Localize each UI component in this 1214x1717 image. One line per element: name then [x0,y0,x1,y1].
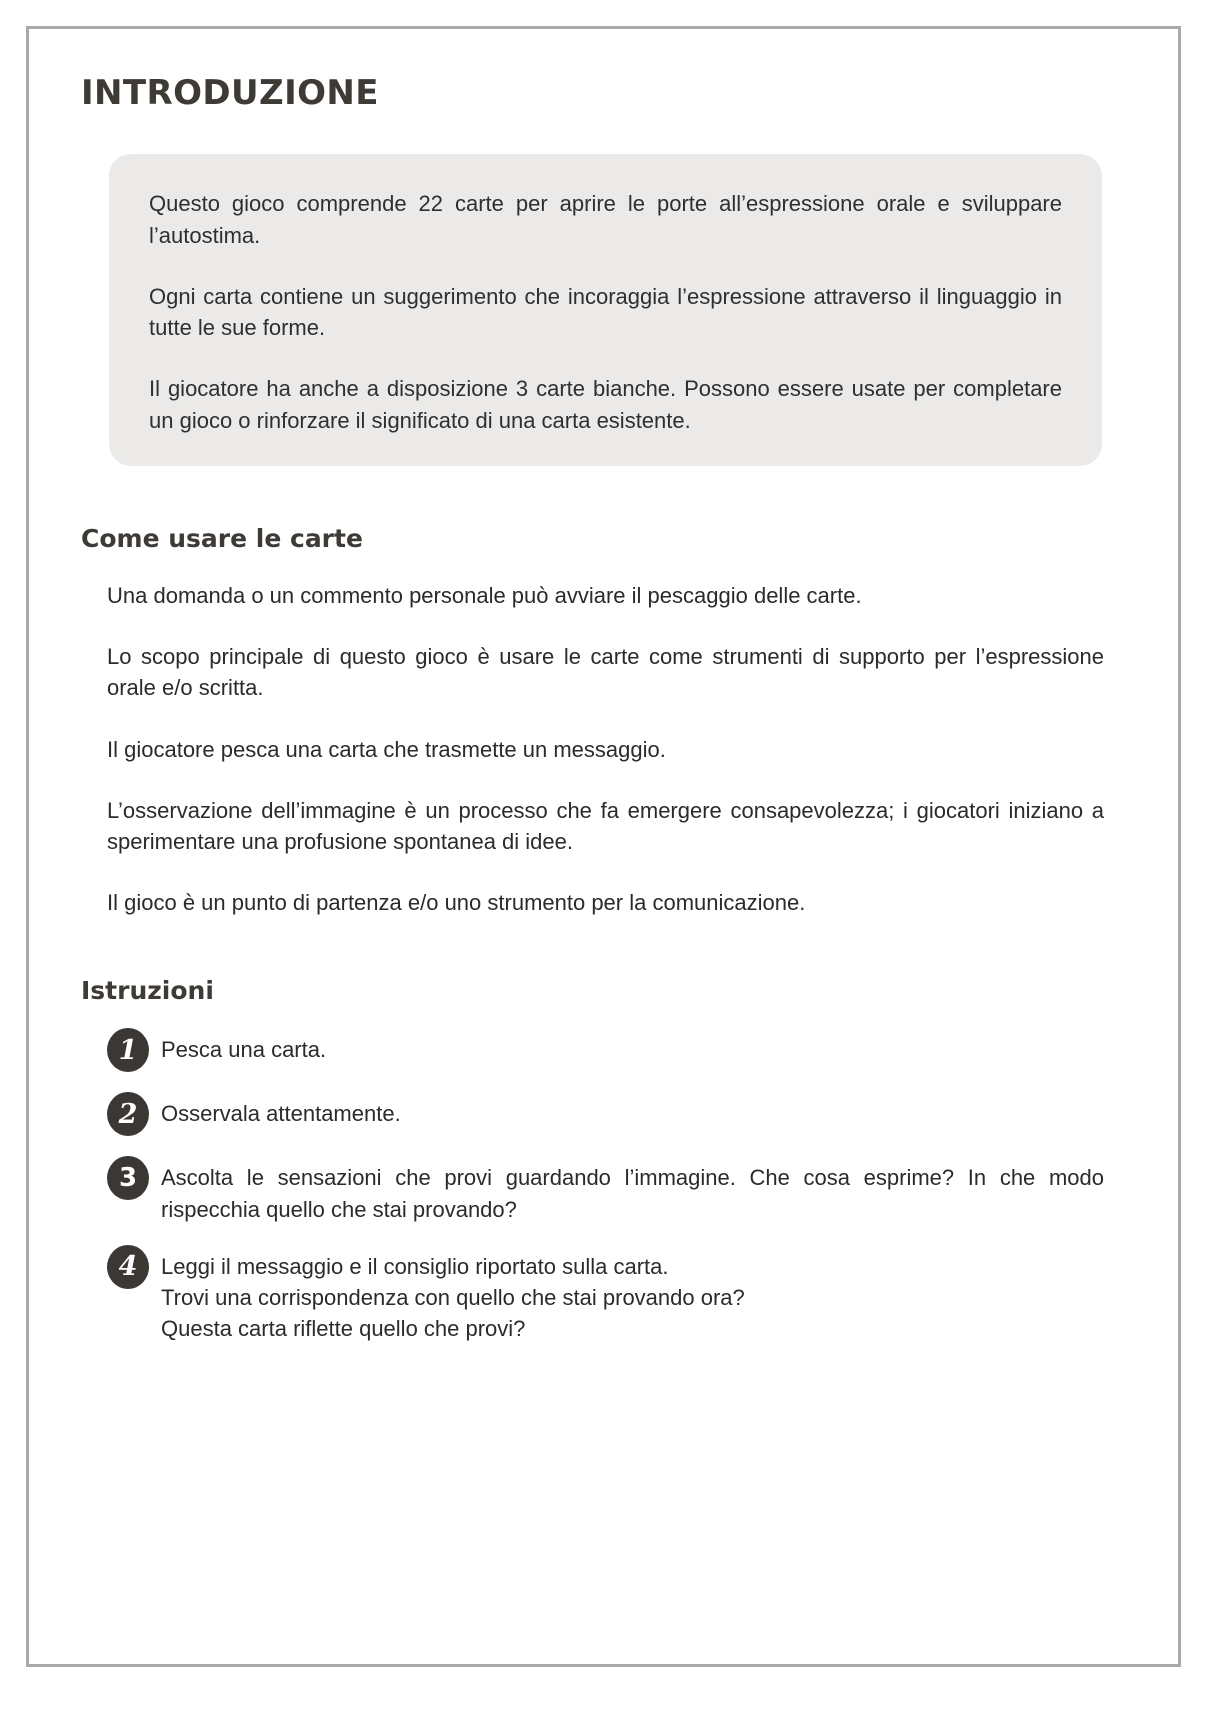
instruction-step [107,1096,1104,1136]
instruction-step [107,1249,1104,1345]
intro-callout-box [109,154,1102,465]
section-paragraph-2: Lo scopo principale di questo gioco è usare le carte come strumenti di supporto per l’espressione orale e/o scritta. [107,644,1104,701]
section-come-usare-le-carte [81,524,1126,919]
section-paragraph-list [81,580,1126,919]
page-title: INTRODUZIONE [81,73,379,113]
instruction-step-line: Pesca una carta. [161,1037,327,1063]
instruction-step-list [81,1032,1126,1344]
callout-paragraph-3: Il giocatore ha anche a disposizione 3 carte bianche. Possono essere usate per completare un gioco o rinforzare il significato di una carta esistente. [149,376,1062,433]
page-content [29,29,1178,1664]
callout-paragraph-1: Questo gioco comprende 22 carte per aprire le porte all’espressione orale e sviluppare l’autostima. [149,191,1062,248]
section-heading-istruzioni: Istruzioni [81,976,214,1006]
instruction-step [107,1160,1104,1224]
section-paragraph-5: Il gioco è un punto di partenza e/o uno strumento per la comunicazione. [107,890,806,916]
callout-paragraph-2: Ogni carta contiene un suggerimento che incoraggia l’espressione attraverso il linguaggio in tutte le sue forme. [149,283,1062,341]
instruction-step-line: Leggi il messaggio e il consiglio riportato sulla carta. [161,1253,669,1279]
document-page [26,26,1181,1667]
instruction-step-text [161,1032,1104,1065]
section-istruzioni [81,976,1126,1344]
instruction-step-text [161,1249,1104,1345]
instruction-step-text: Ascolta le sensazioni che provi guardando l’immagine. Che cosa esprime? In che modo rispecchia quello che stai provando? [161,1165,1104,1222]
step-number-badge-3: 3 [107,1156,149,1200]
instruction-step-line: Osservala attentamente. [161,1101,401,1127]
section-heading-come-usare-le-carte: Come usare le carte [81,523,363,553]
step-number-badge-1: 1 [107,1028,149,1072]
instruction-step-line: Questa carta riflette quello che provi? [161,1316,526,1342]
instruction-step [107,1032,1104,1072]
instruction-step-line: Trovi una corrispondenza con quello che stai provando ora? [161,1285,745,1311]
section-paragraph-3: Il giocatore pesca una carta che trasmette un messaggio. [107,736,666,762]
step-number-badge-4: 4 [107,1245,149,1289]
step-number-badge-2: 2 [107,1092,149,1136]
section-paragraph-1: Una domanda o un commento personale può avviare il pescaggio delle carte. [107,582,862,608]
section-paragraph-4: L’osservazione dell’immagine è un processo che fa emergere consapevolezza; i giocatori iniziano a sperimentare una profusione spontanea di idee. [107,797,1104,854]
instruction-step-text [161,1096,1104,1129]
